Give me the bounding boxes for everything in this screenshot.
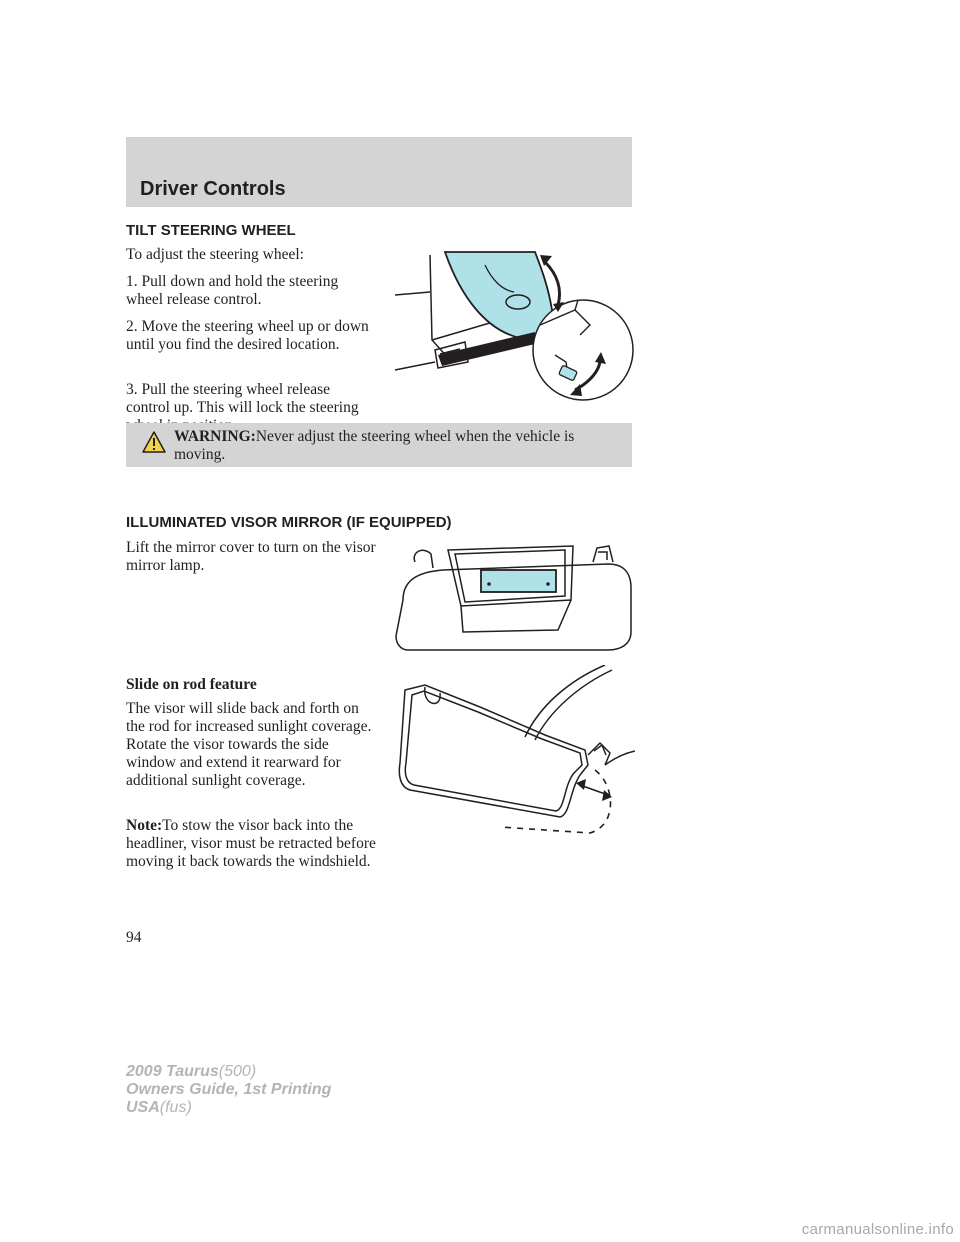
steering-wheel-illustration	[390, 250, 635, 415]
warning-box	[126, 423, 632, 467]
visor-heading: ILLUMINATED VISOR MIRROR (IF EQUIPPED)	[126, 514, 452, 531]
slide-note	[126, 817, 376, 871]
visor-mirror-illustration	[393, 540, 633, 652]
footer-model-code: (500)	[218, 1063, 257, 1080]
footer-market: USA	[126, 1099, 160, 1116]
tilt-step-3: 3. Pull the steering wheel release control up. This will lock the steering	[126, 381, 359, 416]
footer-market-code: (fus)	[159, 1099, 192, 1116]
warning-body: Never adjust the steering wheel when the vehicle is moving.	[174, 428, 575, 463]
slide-text: The visor will slide back and forth on the rod for increased sunlight coverage. Rotate the visor towards the side window and extend it rearward for additional sunlight coverage.	[126, 700, 372, 789]
footer-printing-info	[126, 1063, 331, 1117]
note-body: To stow the visor back into the headliner, visor must be retracted before moving it back towards the windshield.	[126, 817, 376, 870]
note-label: Note:	[126, 817, 163, 834]
warning-text	[174, 428, 626, 464]
footer-model: 2009 Taurus	[126, 1063, 219, 1080]
warning-label: WARNING:	[174, 428, 256, 445]
slide-heading: Slide on rod feature	[126, 676, 257, 693]
visor-text: Lift the mirror cover to turn on the visor mirror lamp.	[126, 539, 376, 574]
page-number: 94	[126, 929, 142, 946]
tilt-heading: TILT STEERING WHEEL	[126, 222, 296, 239]
tilt-step-1: 1. Pull down and hold the steering wheel release control.	[126, 273, 339, 308]
section-title: Driver Controls	[140, 178, 286, 200]
sliding-visor-illustration	[390, 665, 635, 835]
footer-edition: Owners Guide, 1st Printing	[126, 1081, 332, 1098]
warning-triangle-icon	[142, 431, 166, 453]
section-header-band	[126, 137, 632, 207]
tilt-step-2: 2. Move the steering wheel up or down until you find the desired location.	[126, 318, 369, 353]
watermark: carmanualsonline.info	[801, 1221, 954, 1238]
tilt-intro: To adjust the steering wheel:	[126, 246, 304, 263]
